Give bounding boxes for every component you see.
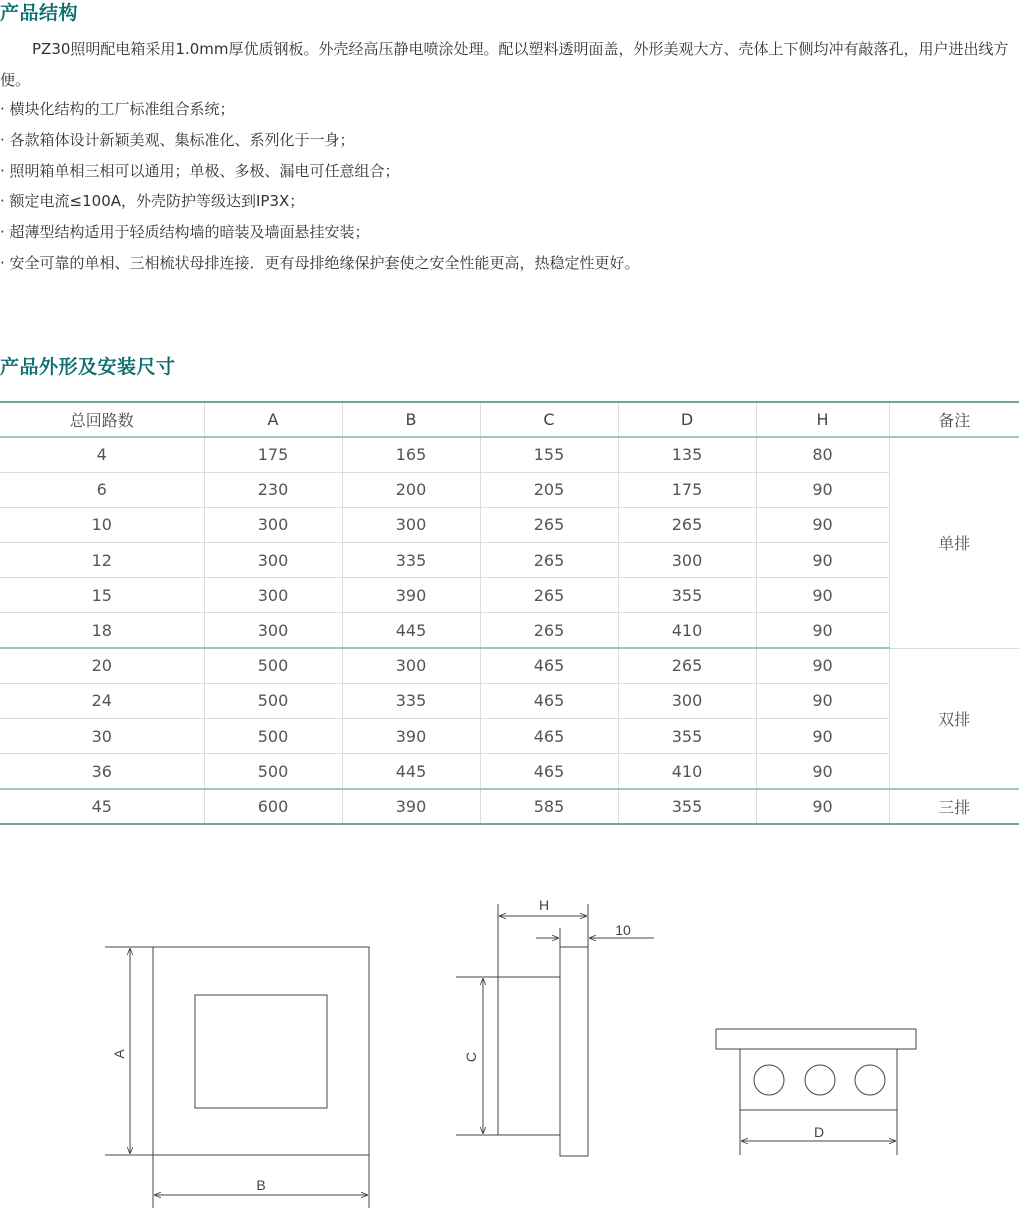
table-cell: 20 [0, 648, 204, 683]
table-cell: 300 [204, 578, 342, 613]
table-cell: 45 [0, 789, 204, 824]
table-cell: 600 [204, 789, 342, 824]
table-cell: 10 [0, 507, 204, 542]
table-cell: 300 [618, 683, 756, 718]
table-cell: 445 [342, 754, 480, 789]
feature-item: · 安全可靠的单相、三相梳状母排连接．更有母排绝缘保护套使之安全性能更高，热稳定性更好。 [0, 248, 1015, 279]
feature-item: · 照明箱单相三相可以通用；单极、多极、漏电可任意组合； [0, 156, 1015, 187]
table-cell: 24 [0, 683, 204, 718]
dimension-label-b: B [256, 1177, 266, 1193]
table-cell: 265 [480, 613, 618, 648]
table-cell: 585 [480, 789, 618, 824]
table-row [0, 507, 1019, 542]
note-triple-row: 三排 [889, 789, 1019, 824]
table-row [0, 719, 1019, 754]
table-cell: 165 [342, 437, 480, 472]
table-cell: 500 [204, 683, 342, 718]
table-row [0, 543, 1019, 578]
note-single-row: 单排 [889, 437, 1019, 648]
table-cell: 15 [0, 578, 204, 613]
table-row [0, 754, 1019, 789]
table-cell: 300 [618, 543, 756, 578]
intro-paragraph: PZ30照明配电箱采用1.0mm厚优质钢板。外壳经高压静电喷涂处理。配以塑料透明面盖，外形美观大方、壳体上下侧均冲有敲落孔，用户进出线方便。 [0, 40, 1009, 89]
table-row [0, 472, 1019, 507]
table-cell: 465 [480, 754, 618, 789]
table-cell: 445 [342, 613, 480, 648]
header-h: H [756, 402, 889, 437]
table-cell: 175 [618, 472, 756, 507]
table-cell: 12 [0, 543, 204, 578]
table-cell: 500 [204, 719, 342, 754]
feature-item: · 额定电流≤100A，外壳防护等级达到IP3X； [0, 186, 1015, 217]
dimension-label-c: C [463, 1051, 479, 1063]
header-note: 备注 [889, 402, 1019, 437]
header-d: D [618, 402, 756, 437]
header-a: A [204, 402, 342, 437]
table-cell: 355 [618, 578, 756, 613]
table-cell: 90 [756, 648, 889, 683]
table-cell: 465 [480, 648, 618, 683]
table-cell: 175 [204, 437, 342, 472]
table-cell: 90 [756, 578, 889, 613]
table-row [0, 683, 1019, 718]
table-cell: 300 [204, 507, 342, 542]
front-view-drawing [105, 947, 369, 1208]
table-cell: 90 [756, 613, 889, 648]
table-cell: 300 [342, 507, 480, 542]
table-cell: 265 [618, 648, 756, 683]
table-cell: 390 [342, 578, 480, 613]
table-cell: 90 [756, 789, 889, 824]
table-cell: 500 [204, 754, 342, 789]
table-cell: 18 [0, 613, 204, 648]
table-cell: 265 [480, 507, 618, 542]
feature-item: · 横块化结构的工厂标准组合系统； [0, 94, 1015, 125]
table-cell: 90 [756, 507, 889, 542]
table-cell: 465 [480, 719, 618, 754]
table-cell: 265 [618, 507, 756, 542]
table-cell: 135 [618, 437, 756, 472]
header-c: C [480, 402, 618, 437]
feature-item: · 各款箱体设计新颖美观、集标准化、系列化于一身； [0, 125, 1015, 156]
dimensions-table [0, 401, 1019, 825]
table-cell: 465 [480, 683, 618, 718]
table-cell: 390 [342, 719, 480, 754]
table-header-row [0, 402, 1019, 437]
table-cell: 90 [756, 543, 889, 578]
table-cell: 390 [342, 789, 480, 824]
table-row [0, 578, 1019, 613]
feature-item: · 超薄型结构适用于轻质结构墙的暗装及墙面悬挂安装； [0, 217, 1015, 248]
table-cell: 4 [0, 437, 204, 472]
header-circuits: 总回路数 [0, 402, 204, 437]
dimension-label-d: D [813, 1124, 825, 1140]
table-cell: 410 [618, 754, 756, 789]
table-cell: 410 [618, 613, 756, 648]
dimension-label-h: H [538, 897, 550, 913]
table-cell: 80 [756, 437, 889, 472]
table-cell: 155 [480, 437, 618, 472]
table-cell: 300 [342, 648, 480, 683]
table-row [0, 613, 1019, 648]
table-cell: 355 [618, 719, 756, 754]
table-cell: 230 [204, 472, 342, 507]
table-cell: 265 [480, 543, 618, 578]
table-cell: 355 [618, 789, 756, 824]
table-cell: 200 [342, 472, 480, 507]
table-cell: 300 [204, 543, 342, 578]
table-cell: 300 [204, 613, 342, 648]
table-row [0, 789, 1019, 824]
table-row [0, 437, 1019, 472]
feature-list [0, 94, 1015, 279]
table-cell: 90 [756, 754, 889, 789]
table-row [0, 648, 1019, 683]
side-view-drawing [456, 904, 654, 1156]
note-double-row: 双排 [889, 648, 1019, 789]
dimension-label-10: 10 [615, 922, 631, 938]
table-cell: 265 [480, 578, 618, 613]
table-cell: 335 [342, 543, 480, 578]
section-title-dimensions: 产品外形及安装尺寸 [0, 356, 176, 378]
section-title-structure: 产品结构 [0, 2, 79, 24]
dimension-label-a: A [111, 1049, 127, 1059]
table-cell: 90 [756, 472, 889, 507]
table-cell: 205 [480, 472, 618, 507]
table-cell: 30 [0, 719, 204, 754]
table-cell: 36 [0, 754, 204, 789]
table-cell: 90 [756, 683, 889, 718]
table-cell: 6 [0, 472, 204, 507]
table-cell: 90 [756, 719, 889, 754]
header-b: B [342, 402, 480, 437]
table-cell: 500 [204, 648, 342, 683]
dimension-drawings [0, 880, 1019, 1208]
table-cell: 335 [342, 683, 480, 718]
